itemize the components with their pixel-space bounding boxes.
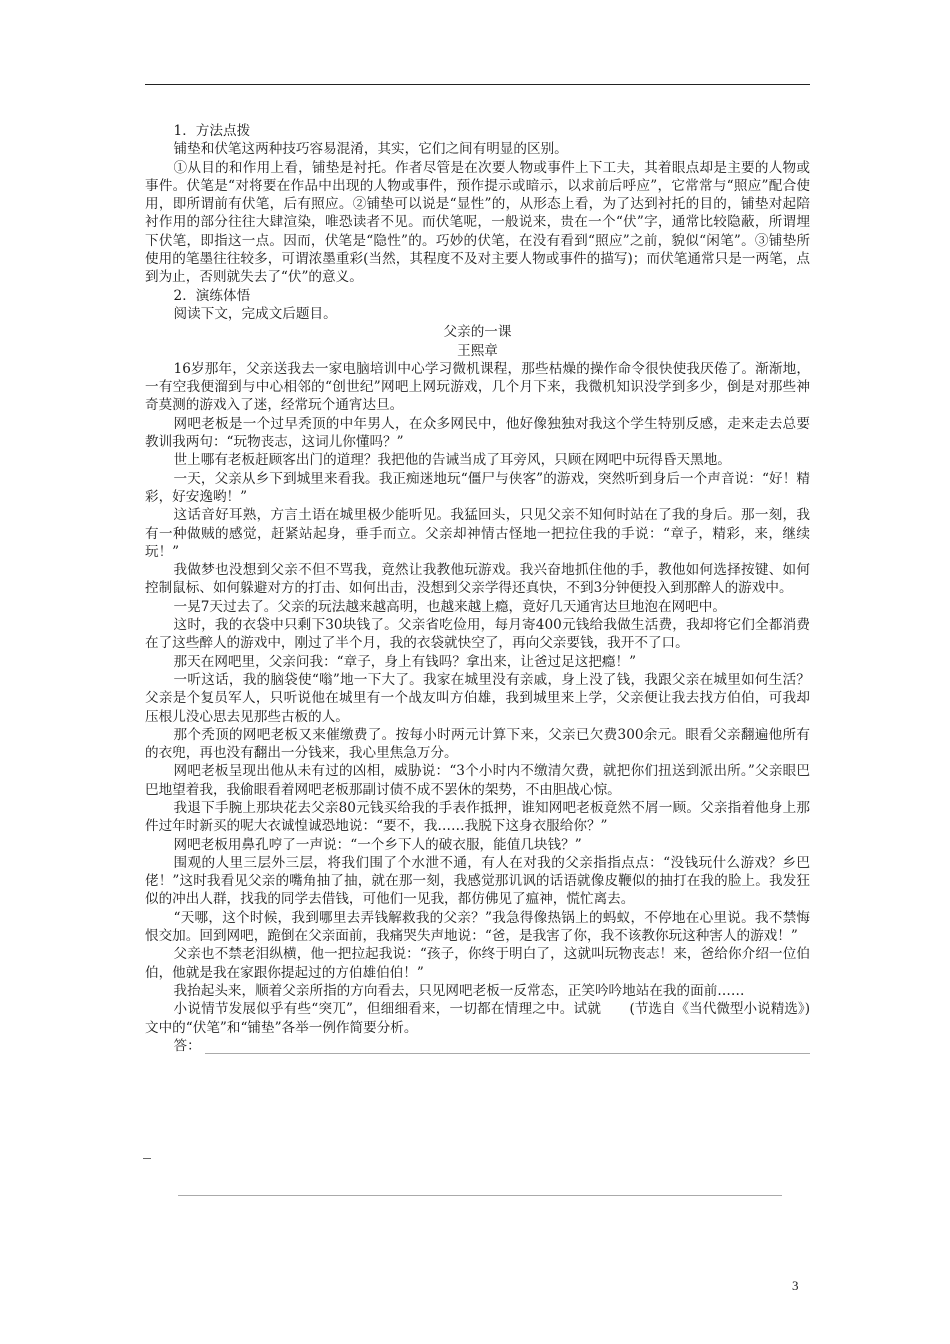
section1-heading: 1．方法点拨 bbox=[173, 123, 251, 139]
document-body bbox=[145, 122, 810, 1055]
story-paragraph: 我做梦也没想到父亲不但不骂我，竟然让我教他玩游戏。我兴奋地抓住他的手，教他如何选择按键、如何控制鼠标、如何躲避对方的打击、如何出击，没想到父亲学得还真快，不到3分钟便投入到那醉人的游戏中。 bbox=[145, 562, 810, 597]
source-citation: (节选自《当代微型小说精选》) bbox=[629, 1001, 810, 1018]
story-paragraph: 这话音好耳熟，方言土语在城里极少能听见。我猛回头，只见父亲不知何时站在了我的身后。那一刻，我有一种做贼的感觉，赶紧站起身，垂手而立。父亲却神情古怪地一把拉住我的手说：“章子，精彩，来，继续玩！” bbox=[145, 507, 810, 560]
story-author: 王熙章 bbox=[457, 342, 498, 359]
story-paragraph: 那天在网吧里，父亲问我：“章子，身上有钱吗？拿出来，让爸过足这把瘾！” bbox=[173, 653, 637, 670]
story-paragraph: 一晃7天过去了。父亲的玩法越来越高明，也越来越上瘾，竟好几天通宵达旦地泡在网吧中。 bbox=[173, 598, 726, 615]
section1-body: ①从目的和作用上看，铺垫是衬托。作者尽管是在次要人物或事件上下工夫，其着眼点却是主要的人物或事件。伏笔是“对将要在作品中出现的人物或事件，预作提示或暗示，以求前后呼应”，它常常与“照应”配合使用，即所谓前有伏笔，后有照应。②铺垫可以说是“显性”的，从形态上看，为了达到衬托的目的，铺垫对起陪衬作用的部分往往大肆渲染，唯恐读者不见。而伏笔呢，一般说来，贵在一个“伏”字，通常比较隐蔽，所谓埋下伏笔，即指这一点。因而，伏笔是“隐性”的。巧妙的伏笔，在没有看到“照应”之前，貌似“闲笔”。③铺垫所使用的笔墨往往较多，可谓浓墨重彩(当然，其程度不及对主要人物或事件的描写)；而伏笔通常只是一两笔，点到为止，否则就失去了“伏”的意义。 bbox=[145, 159, 810, 286]
story-paragraph: 网吧老板是一个过早秃顶的中年男人，在众多网民中，他好像独独对我这个学生特别反感，走来走去总要教训我两句：“玩物丧志，这词儿你懂吗？” bbox=[145, 415, 810, 451]
last-paragraph-text: 我抬起头来，顺着父亲所指的方向看去，只见网吧老板一反常态，正笑吟吟地站在我的面前…… bbox=[173, 982, 745, 999]
stray-mark bbox=[143, 1158, 151, 1159]
header-rule bbox=[145, 84, 810, 85]
story-paragraph: 一天，父亲从乡下到城里来看我。我正痴迷地玩“僵尸与侠客”的游戏，突然听到身后一个声音说：“好！精彩，好安逸哟！” bbox=[145, 470, 810, 505]
answer-line[interactable] bbox=[205, 1053, 810, 1054]
story-paragraph: 世上哪有老板赶顾客出门的道理？我把他的告诫当成了耳旁风，只顾在网吧中玩得昏天黑地。 bbox=[173, 452, 731, 469]
question-text: 小说情节发展似乎有些“突兀”，但细细看来，一切都在情理之中。试就文中的“伏笔”和“铺垫”各举一例作简要分析。 bbox=[145, 1001, 601, 1036]
story-last-paragraph bbox=[145, 982, 810, 1018]
answer-row bbox=[145, 1037, 810, 1055]
story-paragraph: 16岁那年，父亲送我去一家电脑培训中心学习微机课程，那些枯燥的操作命令很快使我厌倦了。渐渐地，一有空我便溜到与中心相邻的“创世纪”网吧上网玩游戏，几个月下来，我微机知识没学到多少，倒是对那些神奇莫测的游戏入了迷，经常玩个通宵达旦。 bbox=[145, 360, 810, 414]
section2-heading: 2．演练体悟 bbox=[173, 287, 251, 304]
story-paragraph: 这时，我的衣袋中只剩下30块钱了。父亲省吃俭用，每月寄400元钱给我做生活费，我却将它们全都消费在了这些醉人的游戏中，刚过了半个月，我的衣袋就快空了，再向父亲要钱，我开不了口。 bbox=[145, 617, 810, 652]
section2-instruction: 阅读下文，完成文后题目。 bbox=[173, 305, 337, 322]
story-paragraph: 网吧老板呈现出他从未有过的凶相，威胁说：“3个小时内不缴清欠费，就把你们扭送到派出所。”父亲眼巴巴地望着我，我偷眼看着网吧老板那副讨债不成不罢休的架势，不由胆战心惊。 bbox=[145, 763, 810, 798]
story-title: 父亲的一课 bbox=[443, 324, 512, 341]
story-paragraph: 父亲也不禁老泪纵横，他一把拉起我说：“孩子，你终于明白了，这就叫玩物丧志！来，爸给你介绍一位伯伯，他就是我在家跟你提起过的方伯雄伯伯！” bbox=[145, 946, 810, 981]
answer-label: 答： bbox=[173, 1037, 201, 1054]
answer-blank-line[interactable] bbox=[178, 1195, 782, 1196]
page-number: 3 bbox=[792, 1278, 799, 1293]
story-paragraph: 一听这话，我的脑袋使“嗡”地一下大了。我家在城里没有亲戚，身上没了钱，我跟父亲在城里如何生活？父亲是个复员军人，只听说他在城里有一个战友叫方伯雄，我到城里来上学，父亲便让我去找方伯伯，可我却压根儿没心思去见那些古板的人。 bbox=[145, 671, 810, 725]
story-paragraph: 网吧老板用鼻孔哼了一声说：“一个乡下人的破衣服，能值几块钱？” bbox=[173, 836, 582, 853]
story-paragraph: 围观的人里三层外三层，将我们围了个水泄不通，有人在对我的父亲指指点点：“没钱玩什么游戏？乡巴佬！”这时我看见父亲的嘴角抽了抽，就在那一刻，我感觉那讥讽的话语就像皮鞭似的抽打在我的脸上。我发狂似的冲出人群，找我的同学去借钱，可他们一见我，都仿佛见了瘟神，慌忙离去。 bbox=[145, 854, 810, 908]
story-paragraph: 那个秃顶的网吧老板又来催缴费了。按每小时两元计算下来，父亲已欠费300余元。眼看父亲翻遍他所有的衣兜，再也没有翻出一分钱来，我心里焦急万分。 bbox=[145, 726, 810, 762]
story-paragraph: 我退下手腕上那块花去父亲80元钱买给我的手表作抵押，谁知网吧老板竟然不屑一顾。父亲指着他身上那件过年时新买的呢大衣诚惶诚恐地说：“要不，我……我脱下这身衣服给你？” bbox=[145, 799, 810, 835]
section1-intro: 铺垫和伏笔这两种技巧容易混淆，其实，它们之间有明显的区别。 bbox=[173, 141, 568, 158]
story-paragraph: “天哪，这个时候，我到哪里去弄钱解救我的父亲？”我急得像热锅上的蚂蚁，不停地在心里说。我不禁悔恨交加。回到网吧，跪倒在父亲面前，我痛哭失声地说：“爸，是我害了你，我不该教你玩这种害人的游戏！” bbox=[145, 909, 810, 945]
